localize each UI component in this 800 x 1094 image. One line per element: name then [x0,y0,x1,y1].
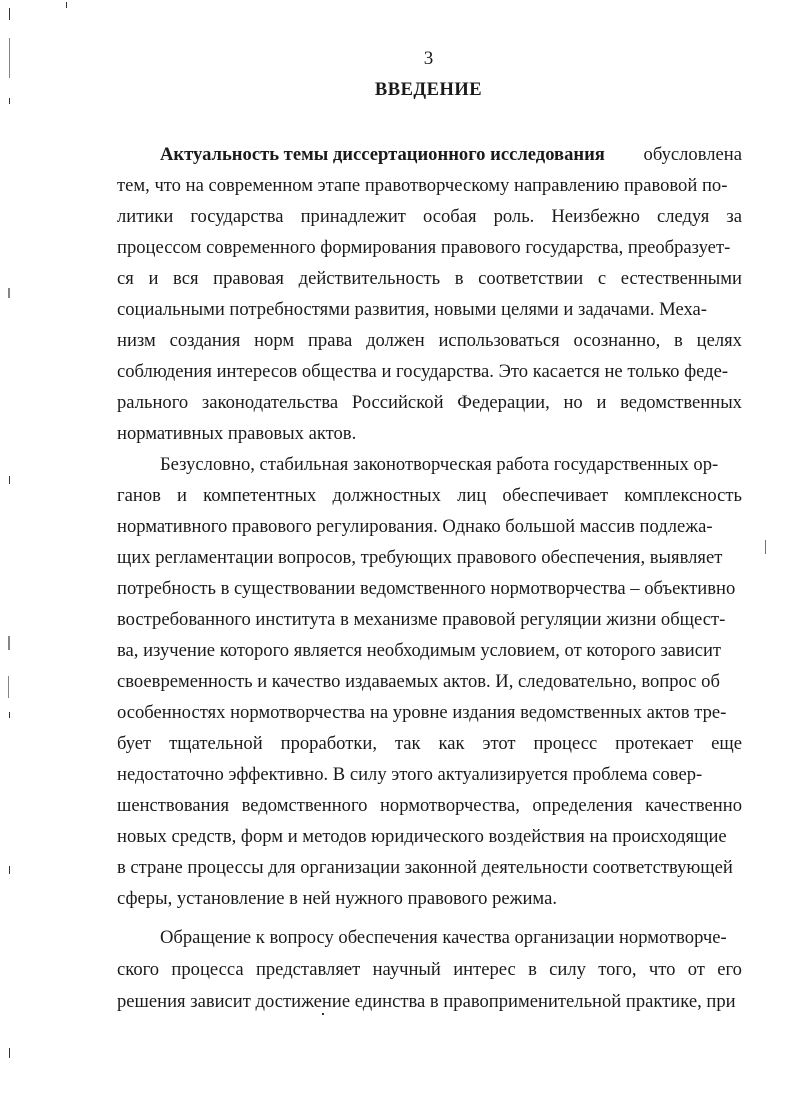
word: процесс [533,733,598,754]
word: бует [117,733,152,754]
word: представляет [255,959,361,980]
paragraph-2-line [117,791,742,821]
word: ского [117,959,160,980]
scan-artifact [322,1013,324,1015]
page-number: 3 [423,48,434,69]
word: компетентных [203,485,317,506]
paragraph-2-line [117,729,742,759]
scan-artifact [9,476,10,484]
scan-artifact [9,1048,10,1058]
word: осознанно, [573,330,661,351]
word: от [687,959,705,980]
scan-artifact [9,866,10,874]
word: интерес [453,959,516,980]
scan-artifact [8,676,9,698]
word: в [674,330,683,351]
word: норм [254,330,295,351]
word: за [726,206,742,227]
word: обеспечивает [502,485,609,506]
paragraph-3-line: Обращение к вопросу обеспечения качества организации нормотворче- [160,927,727,948]
scan-artifact [765,540,766,554]
word: создания [169,330,241,351]
word: лиц [457,485,487,506]
paragraph-2-line: своевременность и качество издаваемых актов. И, следовательно, вопрос об [117,671,720,692]
word: и [148,268,159,289]
word: литики [117,206,174,227]
word: Неизбежно [551,206,640,227]
word: соответствии [478,268,584,289]
paragraph-2-line: сферы, установление в ней нужного правового режима. [117,888,557,909]
word: силу [549,959,586,980]
paragraph-1-line: тем, что на современном этапе правотворческому направлению правовой по- [117,175,728,196]
paragraph-2-line: недостаточно эффективно. В силу этого актуализируется проблема совер- [117,764,703,785]
word: в [454,268,464,289]
section-heading: ВВЕДЕНИЕ [374,80,483,100]
word: определения [532,795,633,816]
word: должностных [332,485,441,506]
word: ведомственного [241,795,368,816]
word: права [307,330,353,351]
paragraph-1-line [117,264,742,294]
word: этот [482,733,516,754]
word: научный [372,959,441,980]
paragraph-1-line: социальными потребностями развития, новыми целями и задачами. Меха- [117,299,707,320]
word: ганов [117,485,161,506]
word: с [597,268,607,289]
paragraph-2-line: востребованного института в механизме правовой регуляции жизни общест- [117,609,726,630]
scan-artifact [8,288,10,298]
word: ведомственных [620,392,742,413]
word: государства [190,206,284,227]
scan-artifact [9,98,10,104]
scan-artifact [9,38,10,78]
paragraph-1-line [117,388,742,418]
paragraph-2-line: потребность в существовании ведомственного нормотворчества – объективно [117,578,736,599]
word: шенствования [117,795,230,816]
word: ся [117,268,134,289]
word: процесса [171,959,244,980]
word: еще [711,733,742,754]
word: но [563,392,583,413]
word: нормотворчества, [379,795,520,816]
paragraph-2-line: ва, изучение которого является необходимым условием, от которого зависит [117,640,722,661]
paragraph-2-line: особенностях нормотворчества на уровне издания ведомственных актов тре- [117,702,727,723]
word: следуя [656,206,710,227]
paragraph-1-line-1-rest: обусловлена [643,144,742,165]
paragraph-2-line: Безусловно, стабильная законотворческая работа государственных ор- [160,454,719,475]
word: действительность [298,268,441,289]
scan-artifact [8,636,10,650]
paragraph-1-line: нормативных правовых актов. [117,423,357,444]
paragraph-3-line: решения зависит достижение единства в правоприменительной практике, при [117,991,736,1012]
word: и [596,392,607,413]
paragraph-1-line: процессом современного формирования правового государства, преобразует- [117,237,731,258]
word: в [528,959,537,980]
word: так [394,733,421,754]
scan-artifact [9,8,10,20]
word: роль. [493,206,535,227]
scan-artifact [66,2,67,8]
word: и [177,485,187,506]
word: того, [598,959,637,980]
paragraph-1-line: соблюдения интересов общества и государства. Это касается не только феде- [117,361,729,382]
paragraph-2-line [117,481,742,511]
paragraph-1-lead-bold: Актуальность темы диссертационного исследования [160,144,605,165]
word: тщательной [169,733,263,754]
paragraph-1-line [117,202,742,232]
word: качественно [645,795,742,816]
word: комплексность [624,485,742,506]
scan-artifact [9,712,10,718]
word: низм [117,330,156,351]
word: протекает [615,733,694,754]
paragraph-1-line-1 [160,140,742,170]
word: Федерации, [457,392,550,413]
paragraph-3-line [117,955,742,985]
word: целях [696,330,742,351]
paragraph-2-line: нормативного правового регулирования. Однако большой массив подлежа- [117,516,713,537]
word: использоваться [438,330,560,351]
word: его [717,959,742,980]
word: законодательства [201,392,339,413]
word: вся [173,268,199,289]
word: Российской [351,392,444,413]
word: принадлежит [300,206,406,227]
paragraph-2-line: новых средств, форм и методов юридического воздействия на происходящие [117,826,727,847]
word: проработки, [280,733,377,754]
word: правовая [213,268,284,289]
word: что [648,959,676,980]
paragraph-1-line [117,326,742,356]
word: рального [117,392,189,413]
word: естественными [620,268,742,289]
word: особая [422,206,477,227]
word: должен [366,330,425,351]
paragraph-2-line: щих регламентации вопросов, требующих правового обеспечения, выявляет [117,547,723,568]
paragraph-2-line: в стране процессы для организации законной деятельности соответствующей [117,857,733,878]
word: как [438,733,465,754]
